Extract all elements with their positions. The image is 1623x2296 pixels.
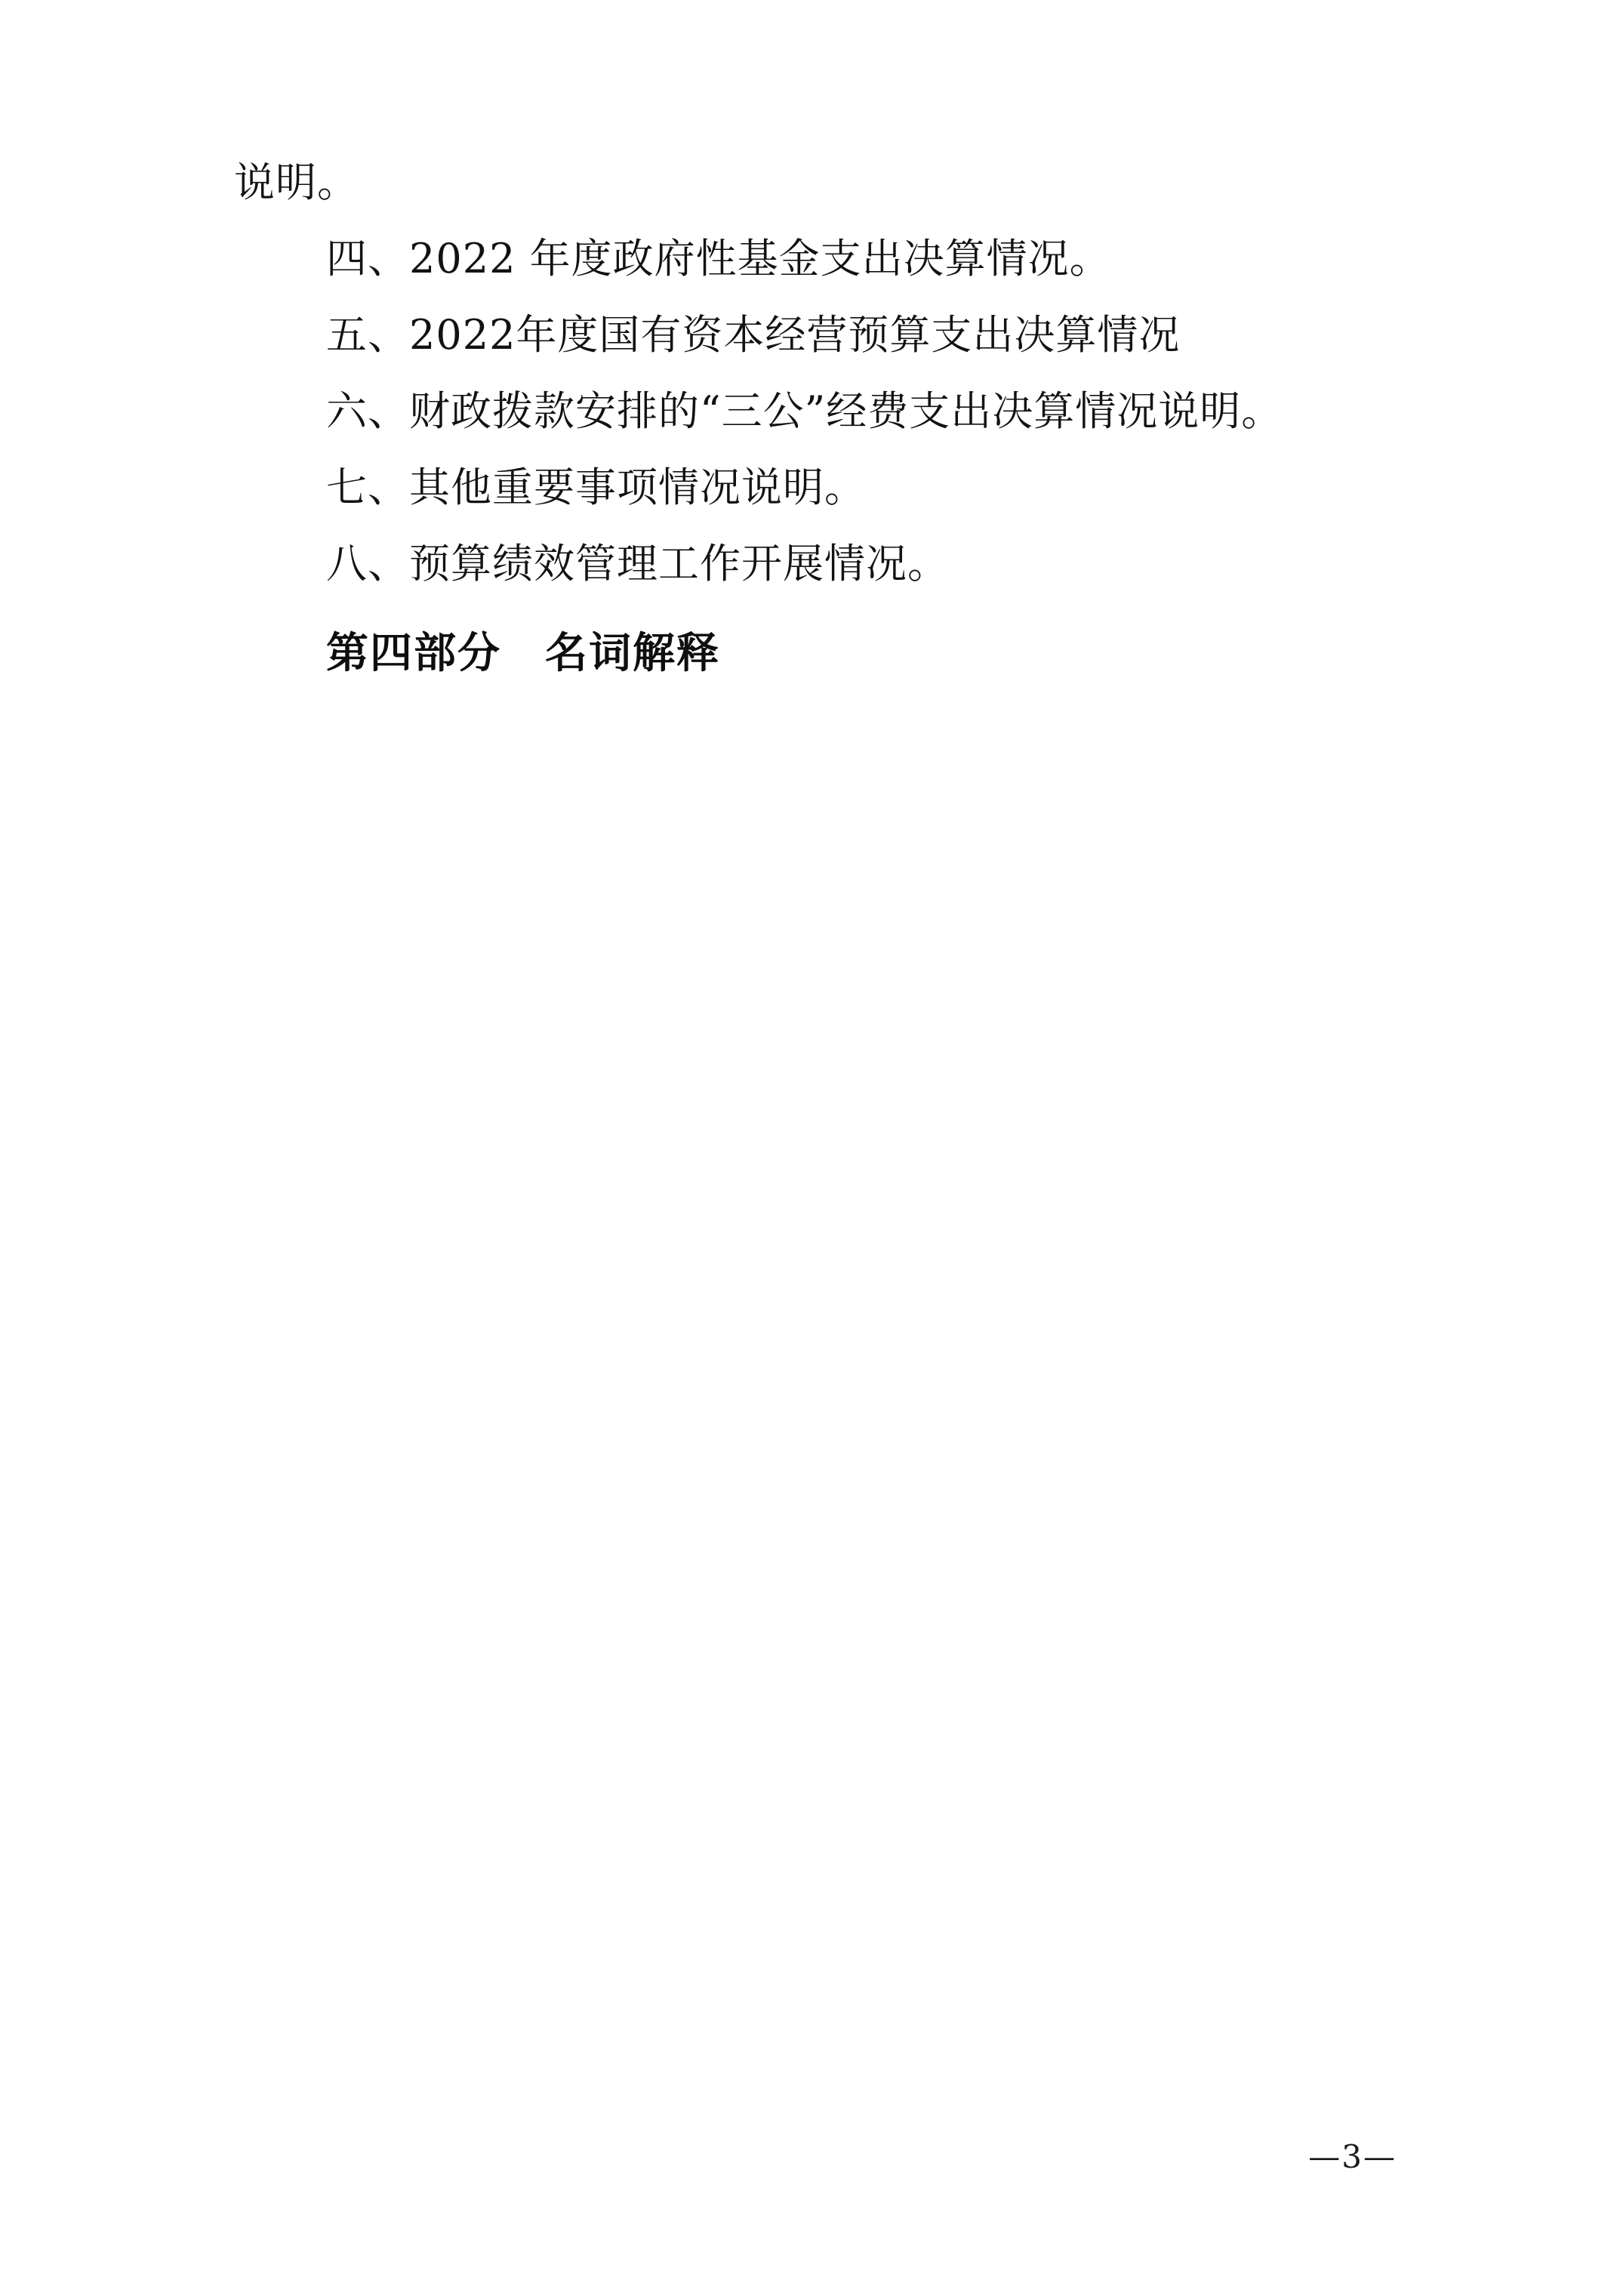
body-line-6: 八、预算绩效管理工作开展情况。 xyxy=(326,540,949,587)
section-heading-part-four: 第四部分 名词解释 xyxy=(326,629,720,678)
body-line-2: 四、2022 年度政府性基金支出决算情况。 xyxy=(326,235,1111,282)
body-line-5: 七、其他重要事项情况说明。 xyxy=(326,464,866,511)
body-line-1: 说明。 xyxy=(234,159,359,206)
body-line-4: 六、财政拨款安排的“三公”经费支出决算情况说明。 xyxy=(326,387,1283,435)
document-body xyxy=(234,159,1389,680)
body-line-3: 五、2022年度国有资本经营预算支出决算情况 xyxy=(326,311,1181,359)
page-number: —3— xyxy=(1308,2138,1397,2175)
